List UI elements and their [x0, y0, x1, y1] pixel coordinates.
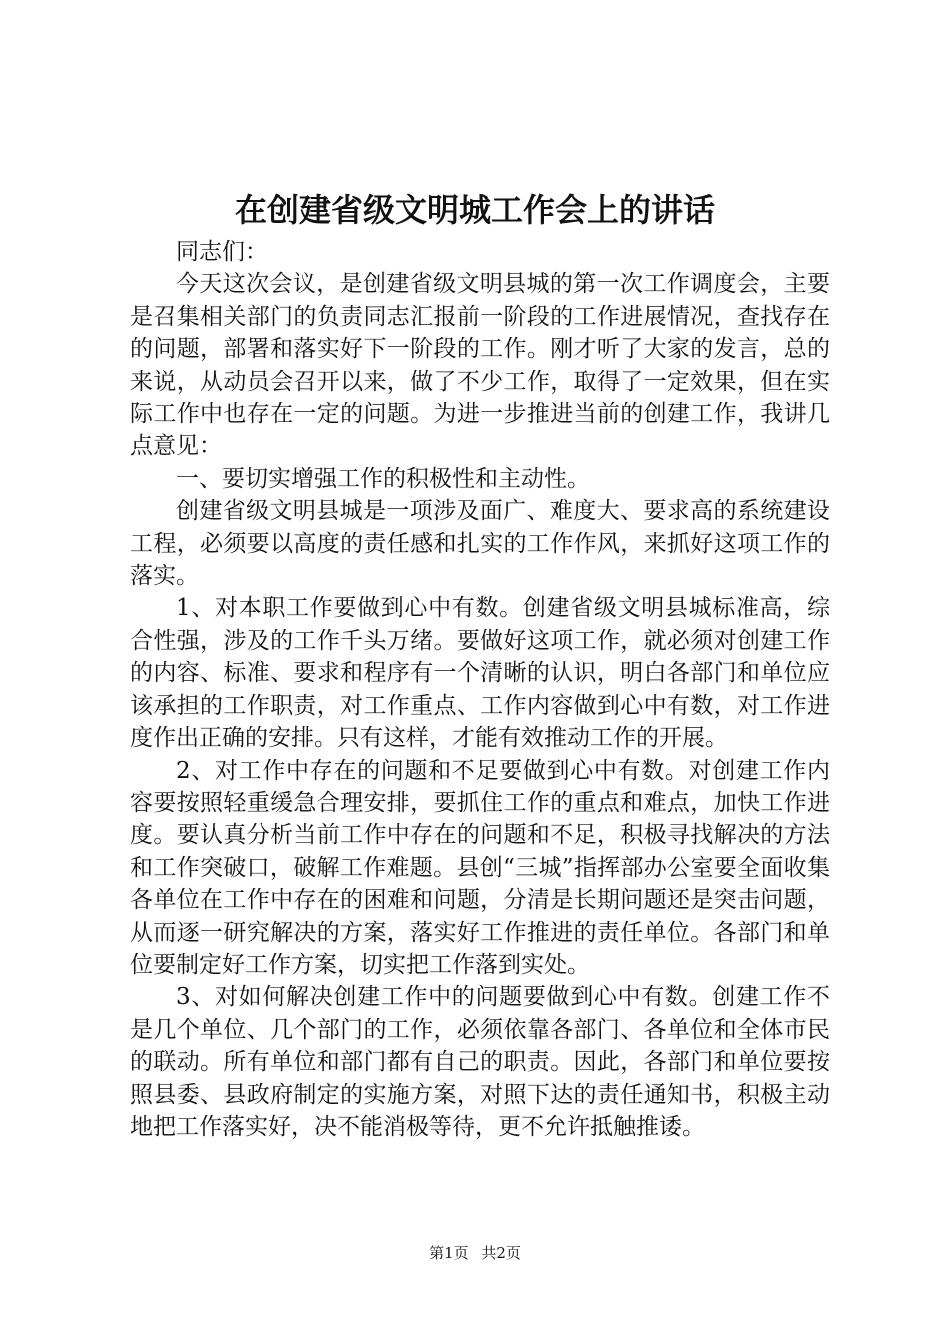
body-paragraph: 创建省级文明县城是一项涉及面广、难度大、要求高的系统建设工程，必须要以高度的责任感和扎实的工作作风，来抓好这项工作的落实。 — [130, 498, 830, 590]
point-1-paragraph: 1、对本职工作要做到心中有数。创建省级文明县城标准高，综合性强，涉及的工作千头万绪。要做好这项工作，就必须对创建工作的内容、标准、要求和程序有一个清晰的认识，明白各部门和单位应该承担的工作职责，对工作重点、工作内容做到心中有数，对工作进度作出正确的安排。只有这样，才能有效推动工作的开展。 — [130, 595, 830, 752]
point-3-paragraph: 3、对如何解决创建工作中的问题要做到心中有数。创建工作不是几个单位、几个部门的工作，必须依靠各部门、各单位和全体市民的联动。所有单位和部门都有自己的职责。因此，各部门和单位要按照县委、县政府制定的实施方案，对照下达的责任通知书，积极主动地把工作落实好，决不能消极等待，更不允许抵触推诿。 — [130, 984, 830, 1140]
page-footer — [0, 1242, 950, 1264]
salutation-paragraph: 同志们： — [176, 239, 268, 265]
page-total: 共2页 — [481, 1244, 521, 1262]
page-number: 第1页 — [429, 1244, 469, 1262]
document-body — [130, 236, 830, 1143]
section-heading-1: 一、要切实增强工作的积极性和主动性。 — [176, 465, 590, 492]
document-title: 在创建省级文明城工作会上的讲话 — [234, 191, 715, 229]
point-2-paragraph: 2、对工作中存在的问题和不足要做到心中有数。对创建工作内容要按照轻重缓急合理安排，要抓住工作的重点和难点，加快工作进度。要认真分析当前工作中存在的问题和不足，积极寻找解决的方法和工作突破口，破解工作难题。县创“三城”指挥部办公室要全面收集各单位在工作中存在的困难和问题，分清是长期问题还是突击问题，从而逐一研究解决的方案，落实好工作推进的责任单位。各部门和单位要制定好工作方案，切实把工作落到实处。 — [130, 757, 830, 978]
intro-paragraph: 今天这次会议，是创建省级文明县城的第一次工作调度会，主要是召集相关部门的负责同志汇报前一阶段的工作进展情况，查找存在的问题，部署和落实好下一阶段的工作。刚才听了大家的发言，总的来说，从动员会召开以来，做了不少工作，取得了一定效果，但在实际工作中也存在一定的问题。为进一步推进当前的创建工作，我讲几点意见： — [130, 271, 830, 460]
